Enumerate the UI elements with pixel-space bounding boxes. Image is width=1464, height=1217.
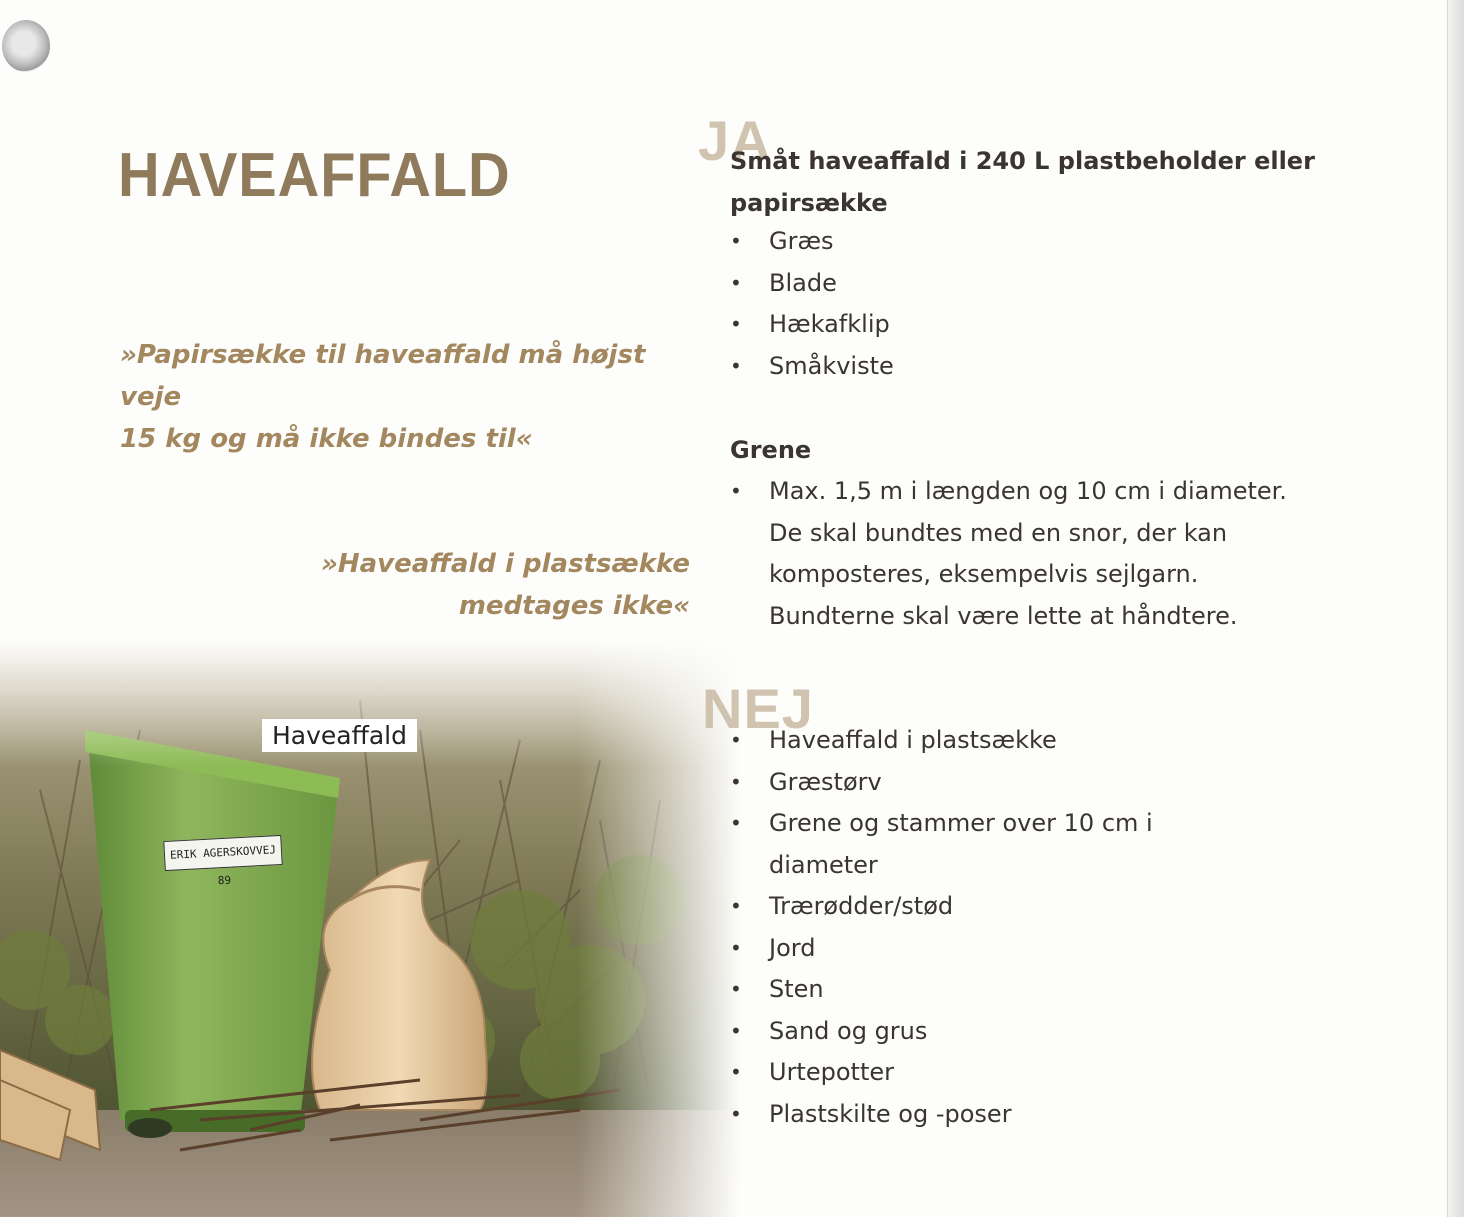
nej-section-word: NEJ: [702, 677, 814, 740]
page-edge: [1447, 0, 1464, 1217]
photo-label: Haveaffald: [262, 719, 417, 752]
pull-quote-weight: [120, 334, 680, 460]
list-item: • Plastskilte og -poser: [730, 1094, 1170, 1136]
pull-quote-line: »Papirsække til haveaffald må højst veje: [120, 340, 646, 412]
list-item: • Græs: [730, 221, 894, 263]
pull-quote-line: 15 kg og må ikke bindes til«: [120, 424, 533, 454]
list-item: • Haveaffald i plastsække: [730, 720, 1170, 762]
list-item: • Hækafklip: [730, 304, 894, 346]
bin-address-plate: ERIK AGERSKOVVEJ 89: [163, 835, 282, 871]
grene-list: [730, 471, 1310, 637]
binder-hole: [2, 20, 50, 72]
ja-heading: Småt haveaffald i 240 L plastbeholder eller papirsække: [730, 147, 1315, 217]
list-item: • Græstørv: [730, 762, 1170, 804]
list-item: • Småkviste: [730, 346, 894, 388]
list-item: • Sand og grus: [730, 1011, 1170, 1053]
list-item: • Jord: [730, 928, 1170, 970]
list-item: • Max. 1,5 m i længden og 10 cm i diameter. De skal bundtes med en snor, der kan komposteres, eksempelvis sejlgarn. Bundterne skal være lette at håndtere.: [730, 471, 1310, 637]
list-item: • Blade: [730, 263, 894, 305]
pull-quote-plastic: [320, 543, 690, 627]
list-item: • Urtepotter: [730, 1052, 1170, 1094]
ja-section-word: JA: [698, 109, 772, 172]
ja-list: [730, 221, 894, 387]
list-item: • Trærødder/stød: [730, 886, 1170, 928]
pull-quote-line: medtages ikke«: [458, 591, 690, 621]
nej-list: [730, 720, 1170, 1135]
pull-quote-line: »Haveaffald i plastsække: [320, 549, 690, 579]
page-title: HAVEAFFALD: [118, 141, 511, 210]
list-item: • Grene og stammer over 10 cm i diameter: [730, 803, 1170, 886]
grene-heading: Grene: [730, 436, 812, 464]
list-item: • Sten: [730, 969, 1170, 1011]
